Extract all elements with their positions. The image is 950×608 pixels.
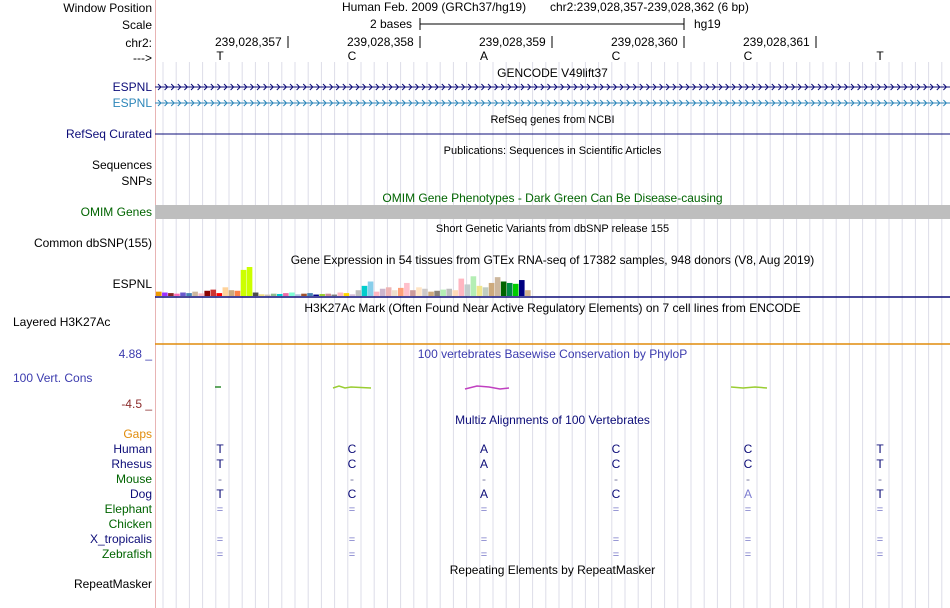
aligned-unaligned: = — [348, 549, 356, 561]
scale-label: Scale — [121, 18, 152, 32]
ruler-coordinate: 239,028,357 — [215, 35, 282, 49]
aligned-base: T — [876, 442, 884, 456]
track-label-espnl-gtex[interactable]: ESPNL — [112, 277, 152, 291]
cons-max-label: 4.88 _ — [118, 347, 152, 361]
species-label-x-tropicalis[interactable]: X_tropicalis — [89, 532, 152, 546]
aligned-unaligned: = — [876, 549, 884, 561]
track-label-repeatmasker[interactable]: RepeatMasker — [73, 577, 152, 591]
aligned-unaligned: = — [744, 549, 752, 561]
aligned-gap: - — [614, 472, 618, 486]
species-label-mouse[interactable]: Mouse — [115, 472, 152, 486]
aligned-base: C — [611, 487, 621, 501]
species-label-rhesus[interactable]: Rhesus — [111, 457, 152, 471]
track-label-gaps[interactable]: Gaps — [123, 427, 152, 441]
aligned-base: C — [347, 442, 357, 456]
ruler-coordinate: 239,028,361 — [743, 35, 810, 49]
track-title-phylop: 100 vertebrates Basewise Conservation by PhyloP — [417, 347, 688, 361]
ruler-coordinate: 239,028,360 — [611, 35, 678, 49]
track-title-refseq: RefSeq genes from NCBI — [490, 114, 615, 126]
aligned-unaligned: = — [480, 549, 488, 561]
track-title-publications: Publications: Sequences in Scientific Articles — [443, 145, 662, 157]
ruler-coordinate: 239,028,359 — [479, 35, 546, 49]
aligned-base: C — [611, 442, 621, 456]
aligned-base: C — [611, 457, 621, 471]
track-labels-column — [0, 0, 155, 608]
aligned-unaligned: = — [876, 504, 884, 516]
chromosome-label: chr2: — [125, 36, 152, 50]
aligned-unaligned: = — [876, 534, 884, 546]
sequence-base: T — [216, 49, 224, 63]
aligned-base: T — [876, 487, 884, 501]
aligned-unaligned: = — [216, 549, 224, 561]
species-label-elephant[interactable]: Elephant — [104, 502, 152, 516]
aligned-unaligned: = — [216, 504, 224, 516]
track-title-omim: OMIM Gene Phenotypes - Dark Green Can Be Disease-causing — [382, 191, 723, 205]
track-label-omim-genes[interactable]: OMIM Genes — [80, 205, 152, 219]
aligned-base: T — [216, 457, 224, 471]
track-title-multiz: Multiz Alignments of 100 Vertebrates — [455, 413, 650, 427]
strand-label: ---> — [133, 51, 152, 65]
track-label-sequences[interactable]: Sequences — [91, 158, 152, 172]
track-label-espnl-gencode-2[interactable]: ESPNL — [112, 96, 152, 110]
track-area — [155, 0, 950, 608]
aligned-base: A — [479, 457, 488, 471]
aligned-gap: - — [746, 472, 750, 486]
track-label-refseq-curated[interactable]: RefSeq Curated — [65, 127, 152, 141]
aligned-base: T — [876, 457, 884, 471]
aligned-base-mismatch: A — [743, 487, 752, 501]
aligned-unaligned: = — [216, 534, 224, 546]
aligned-unaligned: = — [612, 549, 620, 561]
aligned-base: T — [216, 442, 224, 456]
aligned-base: C — [347, 457, 357, 471]
sequence-base: A — [479, 49, 488, 63]
aligned-gap: - — [482, 472, 486, 486]
aligned-unaligned: = — [348, 534, 356, 546]
sequence-base: C — [611, 49, 621, 63]
aligned-unaligned: = — [744, 504, 752, 516]
sequence-base: T — [876, 49, 884, 63]
aligned-unaligned: = — [480, 534, 488, 546]
species-label-human[interactable]: Human — [113, 442, 152, 456]
assembly-title: Human Feb. 2009 (GRCh37/hg19) — [342, 0, 527, 14]
cons-min-label: -4.5 _ — [121, 397, 152, 411]
track-title-gencode: GENCODE V49lift37 — [497, 66, 608, 80]
aligned-gap: - — [350, 472, 354, 486]
sequence-base: C — [743, 49, 753, 63]
aligned-base: A — [479, 487, 488, 501]
track-title-dbsnp: Short Genetic Variants from dbSNP release 155 — [435, 223, 670, 235]
aligned-unaligned: = — [612, 504, 620, 516]
aligned-unaligned: = — [744, 534, 752, 546]
species-label-chicken[interactable]: Chicken — [108, 517, 152, 531]
track-label-espnl-gencode[interactable]: ESPNL — [112, 80, 152, 94]
aligned-base: C — [743, 442, 753, 456]
species-label-dog[interactable]: Dog — [129, 487, 152, 501]
track-title-gtex: Gene Expression in 54 tissues from GTEx RNA-seq of 17382 samples, 948 donors (V8, Aug 2019) — [290, 253, 815, 267]
window-position-label: Window Position — [63, 1, 152, 15]
position-title: chr2:239,028,357-239,028,362 (6 bp) — [550, 0, 749, 14]
track-label-snps[interactable]: SNPs — [121, 174, 152, 188]
aligned-unaligned: = — [612, 534, 620, 546]
sequence-base: C — [347, 49, 357, 63]
track-label-100-vert-cons[interactable]: 100 Vert. Cons — [13, 371, 93, 385]
ruler-coordinate: 239,028,358 — [347, 35, 414, 49]
aligned-gap: - — [218, 472, 222, 486]
aligned-unaligned: = — [480, 504, 488, 516]
scale-db: hg19 — [694, 17, 721, 31]
scale-text: 2 bases — [370, 17, 413, 31]
track-label-layered-h3k27ac[interactable]: Layered H3K27Ac — [13, 315, 111, 329]
species-label-zebrafish[interactable]: Zebrafish — [101, 547, 152, 561]
track-label-common-dbsnp[interactable]: Common dbSNP(155) — [33, 236, 152, 250]
track-title-h3k27ac: H3K27Ac Mark (Often Found Near Active Regulatory Elements) on 7 cell lines from ENCODE — [304, 301, 801, 315]
aligned-gap: - — [878, 472, 882, 486]
aligned-base: C — [743, 457, 753, 471]
track-title-repeatmasker: Repeating Elements by RepeatMasker — [449, 563, 656, 577]
aligned-base: A — [479, 442, 488, 456]
aligned-base: C — [347, 487, 357, 501]
aligned-base: T — [216, 487, 224, 501]
aligned-unaligned: = — [348, 504, 356, 516]
